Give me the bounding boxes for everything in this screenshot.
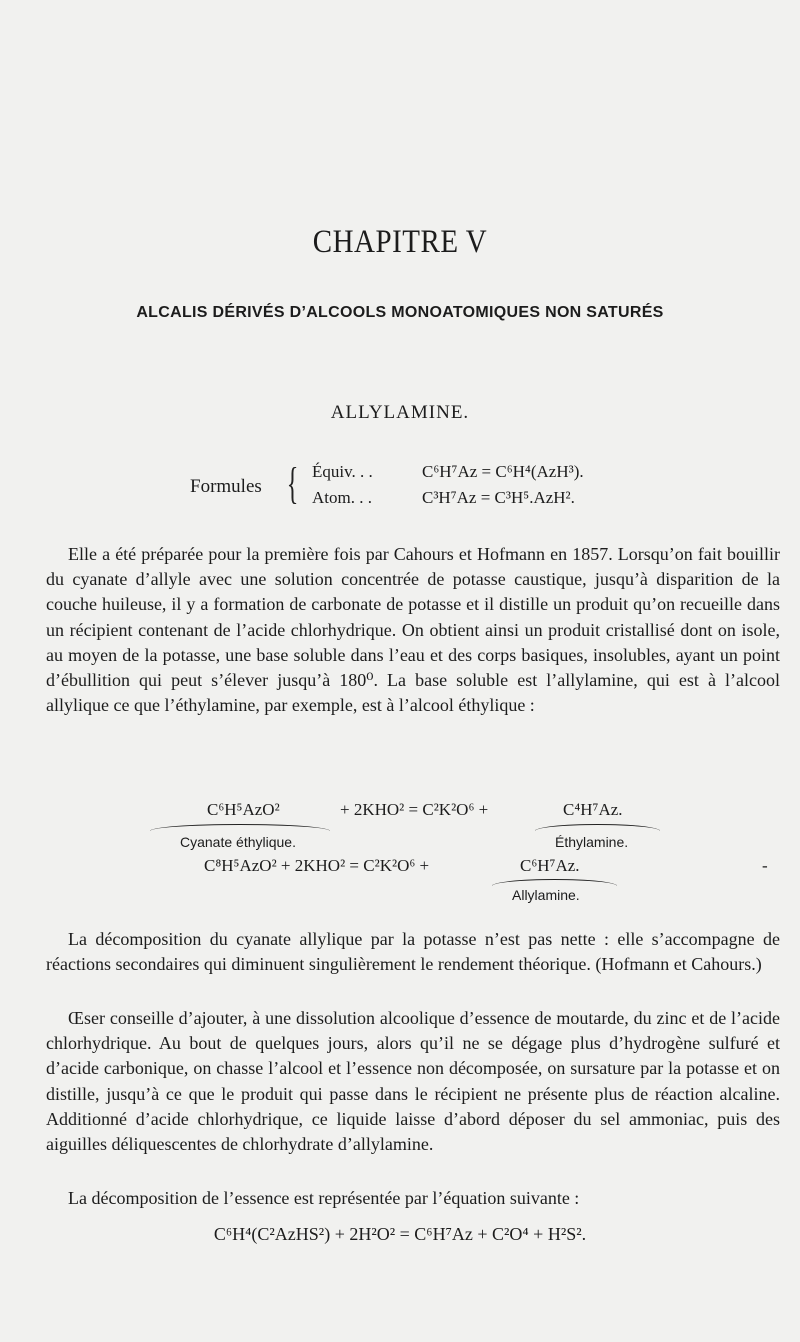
formulas-label: Formules bbox=[190, 476, 262, 497]
dash-mark: - bbox=[762, 856, 768, 875]
formulas-block bbox=[190, 458, 660, 518]
underbrace bbox=[150, 824, 330, 831]
label-cyanate: Cyanate éthylique. bbox=[180, 834, 296, 850]
paragraph: La décomposition de l’essence est représentée par l’équation suivante : bbox=[68, 1188, 580, 1208]
label-ethylamine: Éthylamine. bbox=[555, 834, 629, 850]
paragraph: Elle a été préparée pour la première fois par Cahours et Hofmann en 1857. Lorsqu’on fait bouillir du cyanate d’allyle avec une solution concentrée de potasse caustique, jusqu’à disparition de la couche huileuse, il y a formation de carbonate de potasse et il distille un produit qu’on recueille dans un récipient contenant de l’acide chlorhydrique. On obtient ainsi un produit cristallisé dont on isole, au moyen de la potasse, une base soluble dans l’eau et des corps basiques, insolubles, ayant un point d’ébullition qui peut s’élever jusqu’à 180⁰. La base soluble est l’allylamine, qui est à l’alcool allylique ce que l’éthylamine, par exemple, est à l’alcool éthylique : bbox=[46, 544, 780, 716]
final-equation: C⁶H⁴(C²AzHS²) + 2H²O² = C⁶H⁷Az + C²O⁴ + H²S². bbox=[213, 1224, 587, 1244]
brace-symbol: { bbox=[286, 459, 299, 508]
equation-1-middle: + 2KHO² = C²K²O⁶ + bbox=[340, 800, 489, 819]
equation-1-reactant: C⁶H⁵AzO² bbox=[207, 800, 280, 819]
chapter-subtitle: ALCALIS DÉRIVÉS D’ALCOOLS MONOATOMIQUES NON SATURÉS bbox=[136, 304, 664, 321]
formula-row-atom bbox=[312, 488, 575, 508]
equation-2-left: C⁸H⁵AzO² + 2KHO² = C²K²O⁶ + bbox=[204, 856, 430, 875]
formula-key: Atom. . . bbox=[312, 488, 372, 507]
formula-row-equiv bbox=[312, 462, 584, 482]
paragraph: Œser conseille d’ajouter, à une dissolution alcoolique d’essence de moutarde, du zinc et de l’acide chlorhydrique. Au bout de quelques jours, alors qu’il ne se dégage plus d’hydrogène sulfuré et d’acide carbonique, on chasse l’alcool et l’essence non décomposée, on sursature par la potasse et on distille, jusqu’à ce que le produit qui passe dans le récipient ne présente plus de réaction alcaline. Additionné d’acide chlorhydrique, ce liquide laisse d’abord déposer du sel ammoniac, puis des aiguilles déliquescentes de chlorhydrate d’allylamine. bbox=[46, 1008, 780, 1155]
paragraph: La décomposition du cyanate allylique par la potasse n’est pas nette : elle s’accompagne de réactions secondaires qui diminuent singulièrement le rendement théorique. (Hofmann et Cahours.) bbox=[46, 929, 780, 975]
chapter-title: CHAPITRE V bbox=[312, 224, 488, 260]
equation-1-product: C⁴H⁷Az. bbox=[563, 800, 623, 819]
label-allylamine: Allylamine. bbox=[512, 887, 580, 903]
underbrace bbox=[535, 824, 660, 831]
equation-2-product: C⁶H⁷Az. bbox=[520, 856, 580, 875]
formula-value: C³H⁷Az = C³H⁵.AzH². bbox=[422, 488, 575, 507]
formula-value: C⁶H⁷Az = C⁶H⁴(AzH³). bbox=[422, 462, 584, 481]
underbrace bbox=[492, 879, 617, 886]
formula-key: Équiv. . . bbox=[312, 462, 373, 481]
section-title: ALLYLAMINE. bbox=[330, 402, 470, 423]
